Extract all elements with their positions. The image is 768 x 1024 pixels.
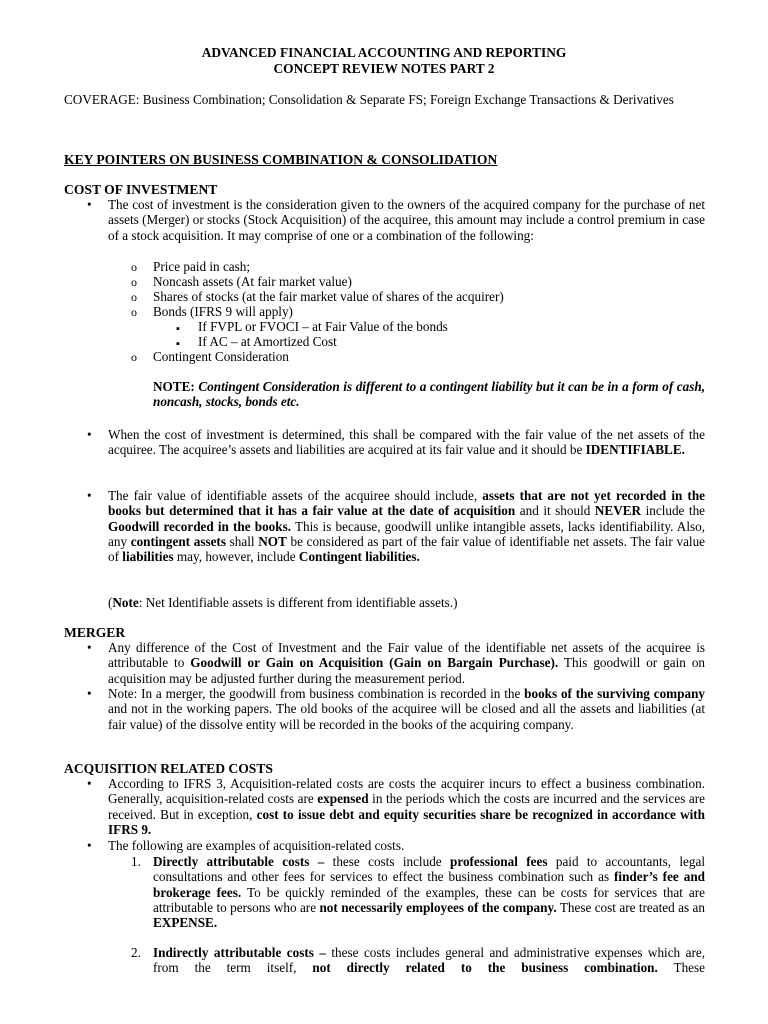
compare-text: When the cost of investment is determined, this shall be compared with the fair value of the net assets of the acquiree. The acquiree’s assets and liabilities are acquired at its fair value and it should be [108, 427, 705, 458]
paren-open: ( [108, 595, 113, 610]
item-bold: EXPENSE. [153, 915, 218, 931]
direct-costs-heading: Directly attributable costs – [153, 854, 325, 869]
circle-bullet-icon [131, 349, 137, 365]
acq-paragraph-1 [108, 776, 705, 837]
fv-bold: NEVER [594, 503, 642, 519]
fv-bold: assets that are not yet recorded in the books but determined that it has a fair value at the date of acquisition [108, 488, 706, 519]
bullet-icon [87, 197, 92, 212]
merger-text: This goodwill or gain on acquisition may be adjusted further during the measurement period. [108, 655, 706, 686]
bullet-icon [87, 640, 92, 655]
merger-text: Note: In a merger, the goodwill from business combination is recorded in the [108, 686, 521, 701]
fair-value-paragraph [108, 488, 705, 564]
acq-examples-intro: The following are examples of acquisition-related costs. [108, 838, 405, 853]
indirect-costs-heading: Indirectly attributable costs – [153, 945, 326, 960]
circle-bullet-icon [131, 304, 137, 320]
sub-list-item: If AC – at Amortized Cost [198, 334, 337, 349]
item-bold: finder’s fee and brokerage fees. [153, 869, 705, 900]
note-label: Note [112, 595, 139, 610]
item-text: paid to accountants, legal consultations and other fees for services to effect the business combination such as [153, 854, 706, 885]
document-subtitle: CONCEPT REVIEW NOTES PART 2 [273, 61, 495, 76]
item-text: To be quickly reminded of the examples, these can be costs for services that are attributable to persons who are [153, 884, 706, 915]
note-label: NOTE: [153, 379, 195, 394]
circle-bullet-icon [131, 289, 137, 305]
list-number: 1. [131, 854, 141, 869]
fv-text: The fair value of identifiable assets of the acquiree should include, [108, 488, 478, 503]
bullet-icon [87, 776, 92, 791]
bullet-icon [87, 838, 92, 853]
circle-bullet-icon [131, 259, 137, 275]
acq-bold: expensed [317, 791, 369, 807]
list-item: Contingent Consideration [153, 349, 289, 364]
compare-paragraph [108, 427, 705, 458]
merger-text: and not in the working papers. The old books of the acquiree will be closed and all the assets and liabilities (at fair value) of the dissolve entity will be recorded in the books of the acquiring company. [108, 701, 705, 732]
merger-paragraph-2 [108, 686, 705, 732]
direct-costs-item [153, 854, 705, 930]
item-bold: professional fees [450, 854, 548, 869]
merger-bold: Goodwill or Gain on Acquisition (Gain on Bargain Purchase). [190, 655, 559, 671]
bullet-icon [87, 427, 92, 442]
compare-bold: IDENTIFIABLE. [585, 442, 685, 458]
fv-text: may, however, include [176, 549, 296, 565]
list-item: Bonds (IFRS 9 will apply) [153, 304, 293, 319]
fv-text: and it should [519, 503, 591, 519]
note-text: : Net Identifiable assets is different from identifiable assets.) [138, 595, 458, 610]
merger-text: Any difference of the Cost of Investment and the Fair value of the identifiable net assets of the acquiree is attributable to [108, 640, 705, 671]
fv-bold: NOT [258, 533, 287, 549]
note-block [153, 379, 705, 410]
item-text: These cost are treated as an [559, 899, 705, 915]
merger-paragraph-1 [108, 640, 705, 686]
item-bold: not necessarily employees of the company. [319, 899, 557, 915]
fv-text: shall [229, 533, 255, 549]
fv-bold: Goodwill recorded in the books. [108, 518, 292, 534]
bullet-icon [87, 686, 92, 701]
section-heading: KEY POINTERS ON BUSINESS COMBINATION & CONSOLIDATION [64, 152, 498, 167]
item-text: These [673, 960, 706, 976]
acq-text: in the periods which the costs are incurred and the services are received. But in exception, [108, 791, 705, 822]
document-title: ADVANCED FINANCIAL ACCOUNTING AND REPORTING [201, 45, 567, 60]
bullet-icon [87, 488, 92, 503]
list-number: 2. [131, 945, 141, 960]
fv-text: include the [645, 503, 706, 519]
cost-intro: The cost of investment is the consideration given to the owners of the acquired company for the purchase of net assets (Merger) or stocks (Stock Acquisition) of the acquiree, this amount may include a control premium in case of a stock acquisition. It may comprise of one or a combination of the following: [108, 197, 705, 243]
merger-heading: MERGER [64, 625, 126, 640]
item-text: these costs includes general and administrative expenses which are, from the term itself, [153, 945, 706, 976]
indirect-costs-item [153, 945, 705, 976]
fv-text: be considered as part of the fair value of identifiable net assets. The fair value of [108, 533, 706, 565]
circle-bullet-icon [131, 274, 137, 290]
fv-bold: Contingent liabilities. [298, 549, 420, 565]
coverage-text: COVERAGE: Business Combination; Consolidation & Separate FS; Foreign Exchange Transactions & Derivatives [64, 92, 674, 107]
merger-bold: books of the surviving company [524, 686, 705, 701]
fv-bold: liabilities [122, 549, 174, 565]
identifiable-note [108, 595, 458, 610]
acq-text: According to IFRS 3, Acquisition-related costs are costs the acquirer incurs to effect a business combination. Generally, acquisition-related costs are [108, 776, 705, 807]
acquisition-costs-heading: ACQUISITION RELATED COSTS [64, 761, 273, 776]
sub-list-item: If FVPL or FVOCI – at Fair Value of the bonds [198, 319, 448, 334]
list-item: Shares of stocks (at the fair market value of shares of the acquirer) [153, 289, 504, 304]
item-bold: not directly related to the business combination. [312, 960, 658, 976]
list-item: Price paid in cash; [153, 259, 251, 274]
item-text: these costs include [332, 854, 442, 869]
list-item: Noncash assets (At fair market value) [153, 274, 352, 289]
acq-bold: cost to issue debt and equity securities share be recognized in accordance with IFRS 9. [108, 806, 706, 837]
note-text: Contingent Consideration is different to a contingent liability but it can be in a form of cash, noncash, stocks, bonds etc. [153, 379, 706, 410]
cost-of-investment-heading: COST OF INVESTMENT [64, 182, 218, 197]
fv-bold: contingent assets [130, 533, 226, 549]
fv-text: This is because, goodwill unlike intangible assets, lacks identifiability. Also, any [108, 518, 706, 549]
